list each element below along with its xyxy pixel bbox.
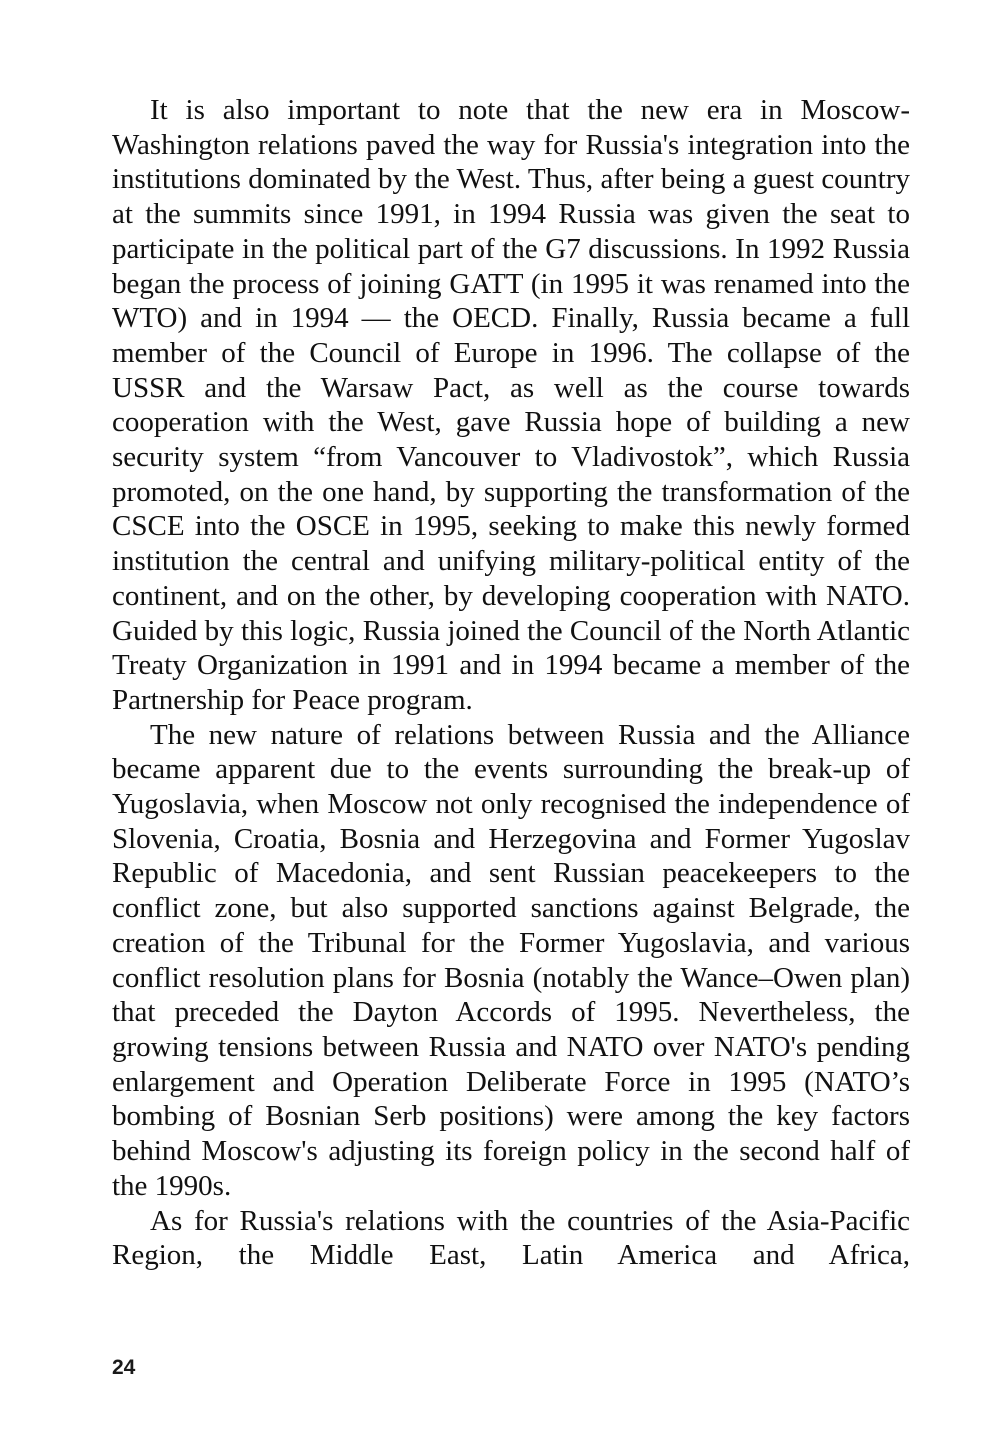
body-text [112, 93, 910, 1273]
paragraph-3: As for Russia's relations with the countries of the Asia-Pacific Region, the Middle East, Latin America and Africa, [112, 1204, 910, 1272]
page-number: 24 [112, 1356, 136, 1379]
paragraph-1: It is also important to note that the new era in Moscow-Washington relations paved the way for Russia's integration into the institutions dominated by the West. Thus, after being a guest country at the summits since 1991, in 1994 Russia was given the seat to participate in the political part of the G7 discussions. In 1992 Russia began the process of joining GATT (in 1995 it was renamed into the WTO) and in 1994 — the OECD. Finally, Russia became a full member of the Council of Europe in 1996. The collapse of the USSR and the Warsaw Pact, as well as the course towards cooperation with the West, gave Russia hope of building a new security system “from Vancouver to Vladivostok”, which Russia promoted, on the one hand, by supporting the transformation of the CSCE into the OSCE in 1995, seeking to make this newly formed institution the central and unifying military-political entity of the continent, and on the other, by developing cooperation with NATO. Guided by this logic, Russia joined the Council of the North Atlantic Treaty Organization in 1991 and in 1994 became a member of the Partnership for Peace program. [112, 94, 910, 716]
paragraph-2: The new nature of relations between Russia and the Alliance became apparent due to the events surrounding the break-up of Yugoslavia, when Moscow not only recognised the independence of Slovenia, Croatia, Bosnia and Herzegovina and Former Yugoslav Republic of Macedonia, and sent Russian peacekeepers to the conflict zone, but also supported sanctions against Belgrade, the creation of the Tribunal for the Former Yugoslavia, and various conflict resolution plans for Bosnia (notably the Wance–Owen plan) that preceded the Dayton Accords of 1995. Nevertheless, the growing tensions between Russia and NATO over NATO's pending enlargement and Operation Deliberate Force in 1995 (NATO’s bombing of Bosnian Serb positions) were among the key factors behind Moscow's adjusting its foreign policy in the second half of the 1990s. [112, 718, 910, 1202]
